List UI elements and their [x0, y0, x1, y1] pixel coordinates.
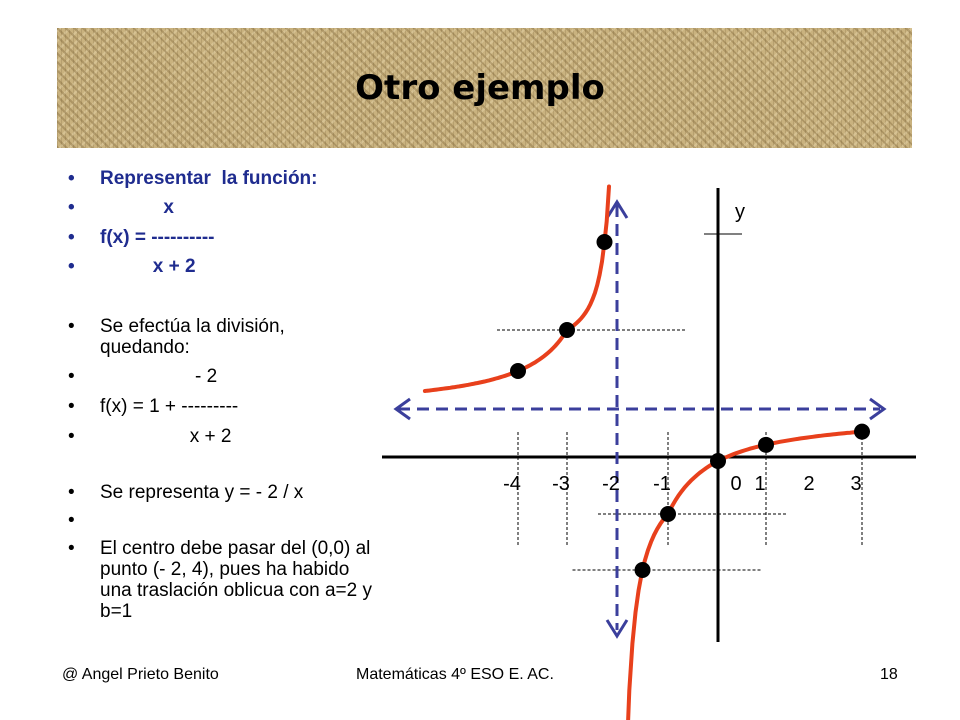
data-point	[559, 322, 575, 338]
list-item: • x + 2	[68, 256, 378, 277]
list-item: • Se efectúa la división, quedando:	[68, 316, 378, 358]
y-axis-label: y	[735, 201, 745, 223]
list-item: • - 2	[68, 366, 378, 387]
data-point	[635, 562, 651, 578]
x-tick-label: -1	[653, 473, 671, 495]
x-tick-label: 3	[850, 473, 862, 495]
footer-page-number: 18	[880, 666, 898, 683]
list-item: • x	[68, 197, 378, 218]
data-point	[758, 437, 774, 453]
x-tick-label: -2	[602, 473, 620, 495]
list-item: • Se representa y = - 2 / x	[68, 482, 378, 503]
list-item: • x + 2	[68, 426, 378, 447]
data-point	[854, 424, 870, 440]
list-item: • El centro debe pasar del (0,0) al punto (- 2, 4), pues ha habido una traslación oblicua con a=2 y b=1	[68, 538, 378, 622]
x-tick-label: -3	[552, 473, 570, 495]
page-title: Otro ejemplo	[355, 68, 605, 108]
data-point	[510, 363, 526, 379]
x-tick-label: 2	[803, 473, 815, 495]
footer-course: Matemáticas 4º ESO E. AC.	[356, 666, 554, 683]
data-point	[597, 234, 613, 250]
list-item: • f(x) = 1 + ---------	[68, 396, 378, 417]
list-item: • Representar la función:	[68, 168, 378, 189]
list-item: • f(x) = ----------	[68, 227, 378, 248]
x-tick-label: 0	[730, 473, 742, 495]
footer-author: @ Angel Prieto Benito	[62, 666, 219, 683]
data-point	[660, 506, 676, 522]
curve-left-branch	[425, 187, 609, 392]
x-tick-label: 1	[754, 473, 766, 495]
x-tick-label: -4	[503, 473, 521, 495]
data-point	[710, 453, 726, 469]
